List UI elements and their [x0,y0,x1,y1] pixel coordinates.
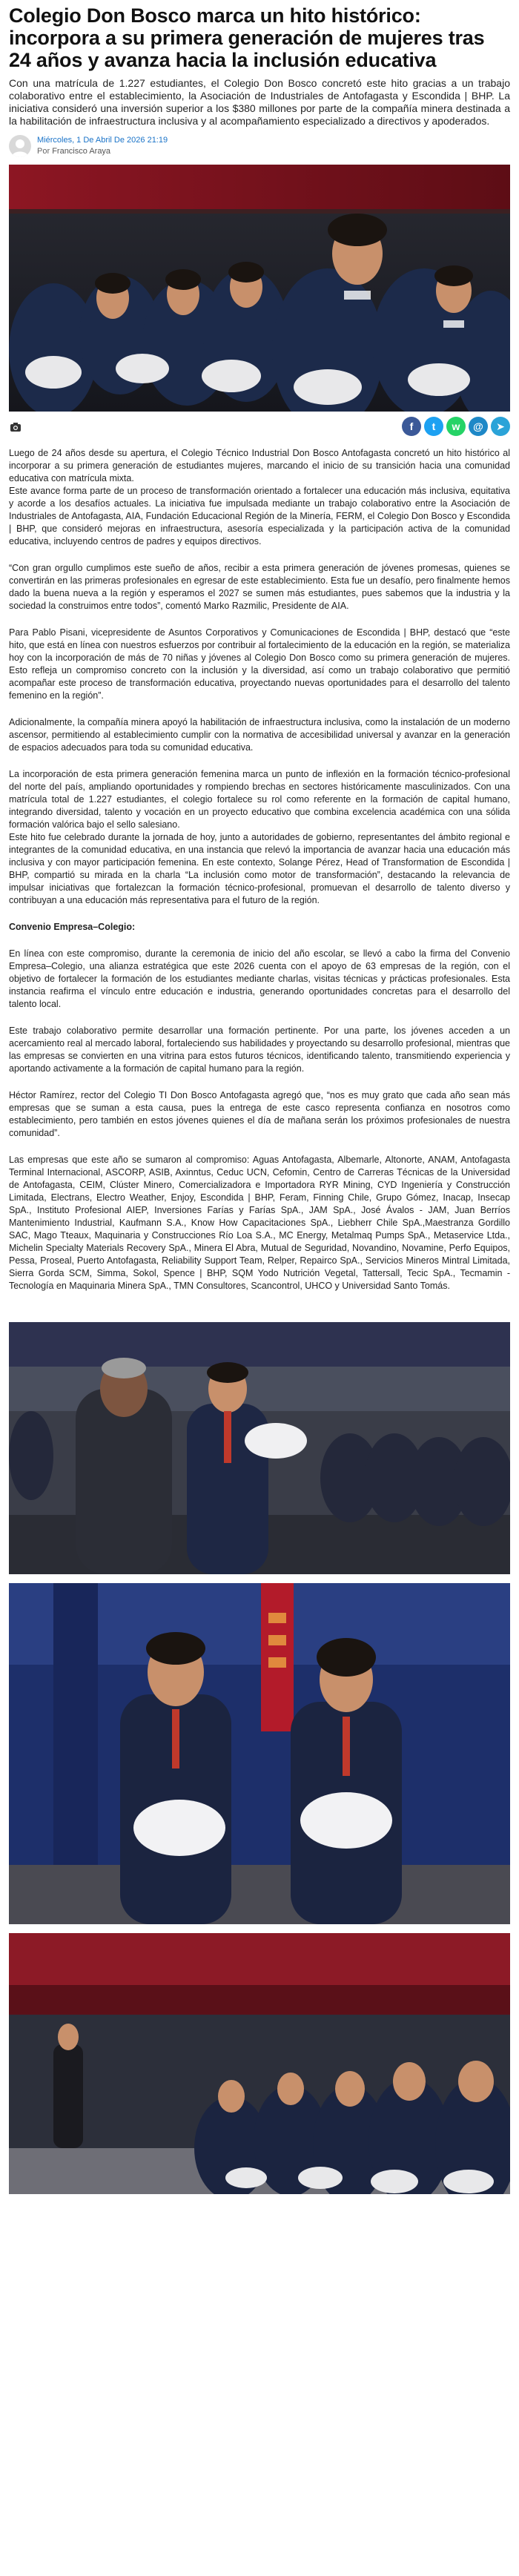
email-share-icon[interactable]: @ [469,417,488,436]
paragraph: En línea con este compromiso, durante la ceremonia de inicio del año escolar, se llevó a cabo la firma del Convenio Empresa–Colegio, una alianza estratégica que este 2026 cuenta con el apoyo de 63 empresas de la región, con el objetivo de fortalecer la formación de los estudiantes mediante charlas, visitas técnicas y prácticas profesionales. Esta instancia reafirma el vínculo entre educación e industria, generando oportunidades concretas para el desarrollo del talento local. [9,948,510,1009]
whatsapp-share-icon[interactable]: w [446,417,466,436]
paragraph: Para Pablo Pisani, vicepresidente de Asuntos Corporativos y Comunicaciones de Escondida | BHP, destacó que “este hito, que está en línea con nuestros esfuerzos por contribuir al fortalecimiento de la educación en la región, se materializa hoy con la incorporación de más de 70 niñas y jóvenes al Colegio Don Bosco como su primera generación de mujeres. Esto refleja un compromiso concreto con la inclusión y la diversidad, así como un trabajo colaborativo que permitió acompañar este proceso de transformación educativa, proyectando nuevas oportunidades para el desarrollo del talento femenino en la región”. [9,627,510,701]
paragraph: Héctor Ramírez, rector del Colegio TI Don Bosco Antofagasta agregó que, “nos es muy grato que cada año sean más empresas que se suman a esta causa, pues la entrega de este casco representa confianza en nosotros como establecimiento, pero también en estos jóvenes quienes el día de mañana serán los próximos profesionales de nuestra comunidad”. [9,1090,510,1138]
gallery-photo-ceremony [9,1933,510,2194]
publish-date: Miércoles, 1 De Abril De 2026 21:19 [37,136,168,145]
paragraph: Luego de 24 años desde su apertura, el Colegio Técnico Industrial Don Bosco Antofagasta concretó un hito histórico al incorporar a su primera generación de estudiantes mujeres, marcando el inicio de su transición hacia una comunidad educativa con matrícula mixta. [9,448,510,483]
byline [9,135,510,157]
share-row [9,412,510,441]
section-heading: Convenio Empresa–Colegio: [9,922,136,932]
paragraph: La incorporación de esta primera generación femenina marca un punto de inflexión en la formación técnico-profesional del norte del país, ampliando oportunidades y rompiendo brechas en sectores históricamente masculinizados. Con una matrícula total de 1.227 estudiantes, el colegio fortalece su rol como referente en la formación de capital humano, integrando diversidad, talento y vocación en un proyecto educativo que combina excelencia académica con una sólida formación valórica bajo el sello salesiano. [9,769,510,830]
twitter-share-icon[interactable]: t [424,417,443,436]
photo-gallery [9,1322,510,2194]
telegram-share-icon[interactable]: ➤ [491,417,510,436]
paragraph: “Con gran orgullo cumplimos este sueño de años, recibir a esta primera generación de jóvenes promesas, quienes se convertirán en las primeras profesionales en egresar de este establecimiento. Esta fue un desafío, pero finalmente hemos dado la buena nueva a la región y esperamos el 2027 se sumen más estudiantes, pues sabemos que la industria y la sociedad la construimos entre todos”, comentó Marko Razmilic, Presidente de AIA. [9,563,510,611]
paragraph: Este trabajo colaborativo permite desarrollar una formación pertinente. Por una parte, los jóvenes acceden a un acercamiento real al mercado laboral, fortaleciendo sus habilidades y proyectando su desarrollo profesional, mientras que las empresas se convierten en una vitrina para estos futuros técnicos, identificando talento, transmitiendo experiencia y aportando activamente a la formación de capital humano para la región. [9,1026,510,1074]
article-title: Colegio Don Bosco marca un hito histórico: incorpora a su primera generación de mujeres tras 24 años y avanza hacia la inclusión educativa [9,4,485,71]
user-avatar-icon [9,135,31,157]
author-link[interactable]: Francisco Araya [52,147,111,156]
paragraph: Este hito fue celebrado durante la jornada de hoy, junto a autoridades de gobierno, representantes del ámbito regional e integrantes de la comunidad educativa, en una instancia que relevó la importancia de avanzar hacia una educación más inclusiva y con mayor participación femenina. En este contexto, Solange Pérez, Head of Transformation de Escondida | BHP, compartió su mirada en la charla “La inclusión como motor de transformación”, destacando la relevancia de impulsar iniciativas que fortalezcan la formación técnico-profesional, promuevan el desarrollo de talento diverso y contribuyan a una educación más representativa para el futuro de la región. [9,832,510,905]
article-body [9,447,510,1292]
gallery-photo-students-helmets [9,1583,510,1924]
gallery-photo-handover [9,1322,510,1574]
camera-icon [10,422,21,431]
main-photo [9,165,510,412]
paragraph: Este avance forma parte de un proceso de transformación orientado a fortalecer una educación más inclusiva, equitativa y acorde a los desafíos actuales. La iniciativa fue impulsada mediante un trabajo colaborativo entre la Asociación de Industriales de Antofagasta, AIA, Fundación Educacional Región de la Minería, FERM, el Colegio Don Bosco y Escondida | BHP, que consideró mejoras en infraestructura, asesoría especializada y la participación activa de la comunidad educativa, incluyendo centros de padres y equipos directivos. [9,486,510,546]
paragraph: Las empresas que este año se sumaron al compromiso: Aguas Antofagasta, Albemarle, Altonorte, ANAM, Antofagasta Terminal Internacional, ASCORP, ASIB, Axinntus, Ceduc UCN, Cefomin, Centro de Carreras Técnicas de la Universidad de Antofagasta, CEIM, Clúster Minero, Comercializadora e Importadora RYR Mining, CYD Ingeniería y Construcción Limitada, Electrans, Electro Weather, Enjoy, Escondida | BHP, Feram, Finning Chile, Grupo Gómez, Inacap, Insecap SpA., Instituto Profesional AIEP, Inversiones Farías y Farías SpA., JAM SpA., José Ávalos - JAM, Juan Berríos Mantenimiento Industrial, Kaufmann S.A., Know How Capacitaciones SpA., Liebherr Chile SpA.,Maestranza Gordillo SAC, Mago Tteaux, Maquinaria y Construcciones Río Loa S.A., MC Energy, Metalmaq Pumps SpA., Metaservice Ltda., Michelin Specialty Materials Recovery SpA., Minera El Abra, Mutual de Seguridad, Novandino, Novamine, Perfo Equipos, Pessa, Proseal, Puerto Antofagasta, Reliability Support Team, Relper, Repairco SpA., Servicios Mineros Mintral Limitada, Sierra Gorda SCM, Simma, Sokol, Spence | BHP, SQM Yodo Nutrición Vegetal, Tattersall, Tecic SpA., Tecmamin - Tecnología en Maquinaria Minera SpA., TMN Consultores, Scancontrol, UHCO y Universidad Santo Tomás. [9,1155,510,1291]
author-prefix: Por [37,147,50,156]
paragraph: Adicionalmente, la compañía minera apoyó la habilitación de infraestructura inclusiva, como la instalación de un moderno ascensor, permitiendo al establecimiento cumplir con la normativa de accesibilidad universal y avanzar en la generación de espacios adecuados para toda su comunidad educativa. [9,717,510,753]
facebook-share-icon[interactable]: f [402,417,421,436]
article-lede: Con una matrícula de 1.227 estudiantes, el Colegio Don Bosco concretó este hito gracias a un trabajo colaborativo entre el establecimiento, la Asociación de Industriales de Antofagasta y Escondida | BHP. La iniciativa consideró una inversión superior a los $380 millones por parte de la compañía minera destinada a la habilitación de infraestructura inclusiva y al acompañamiento especializado a directivos y apoderados. [9,77,510,127]
